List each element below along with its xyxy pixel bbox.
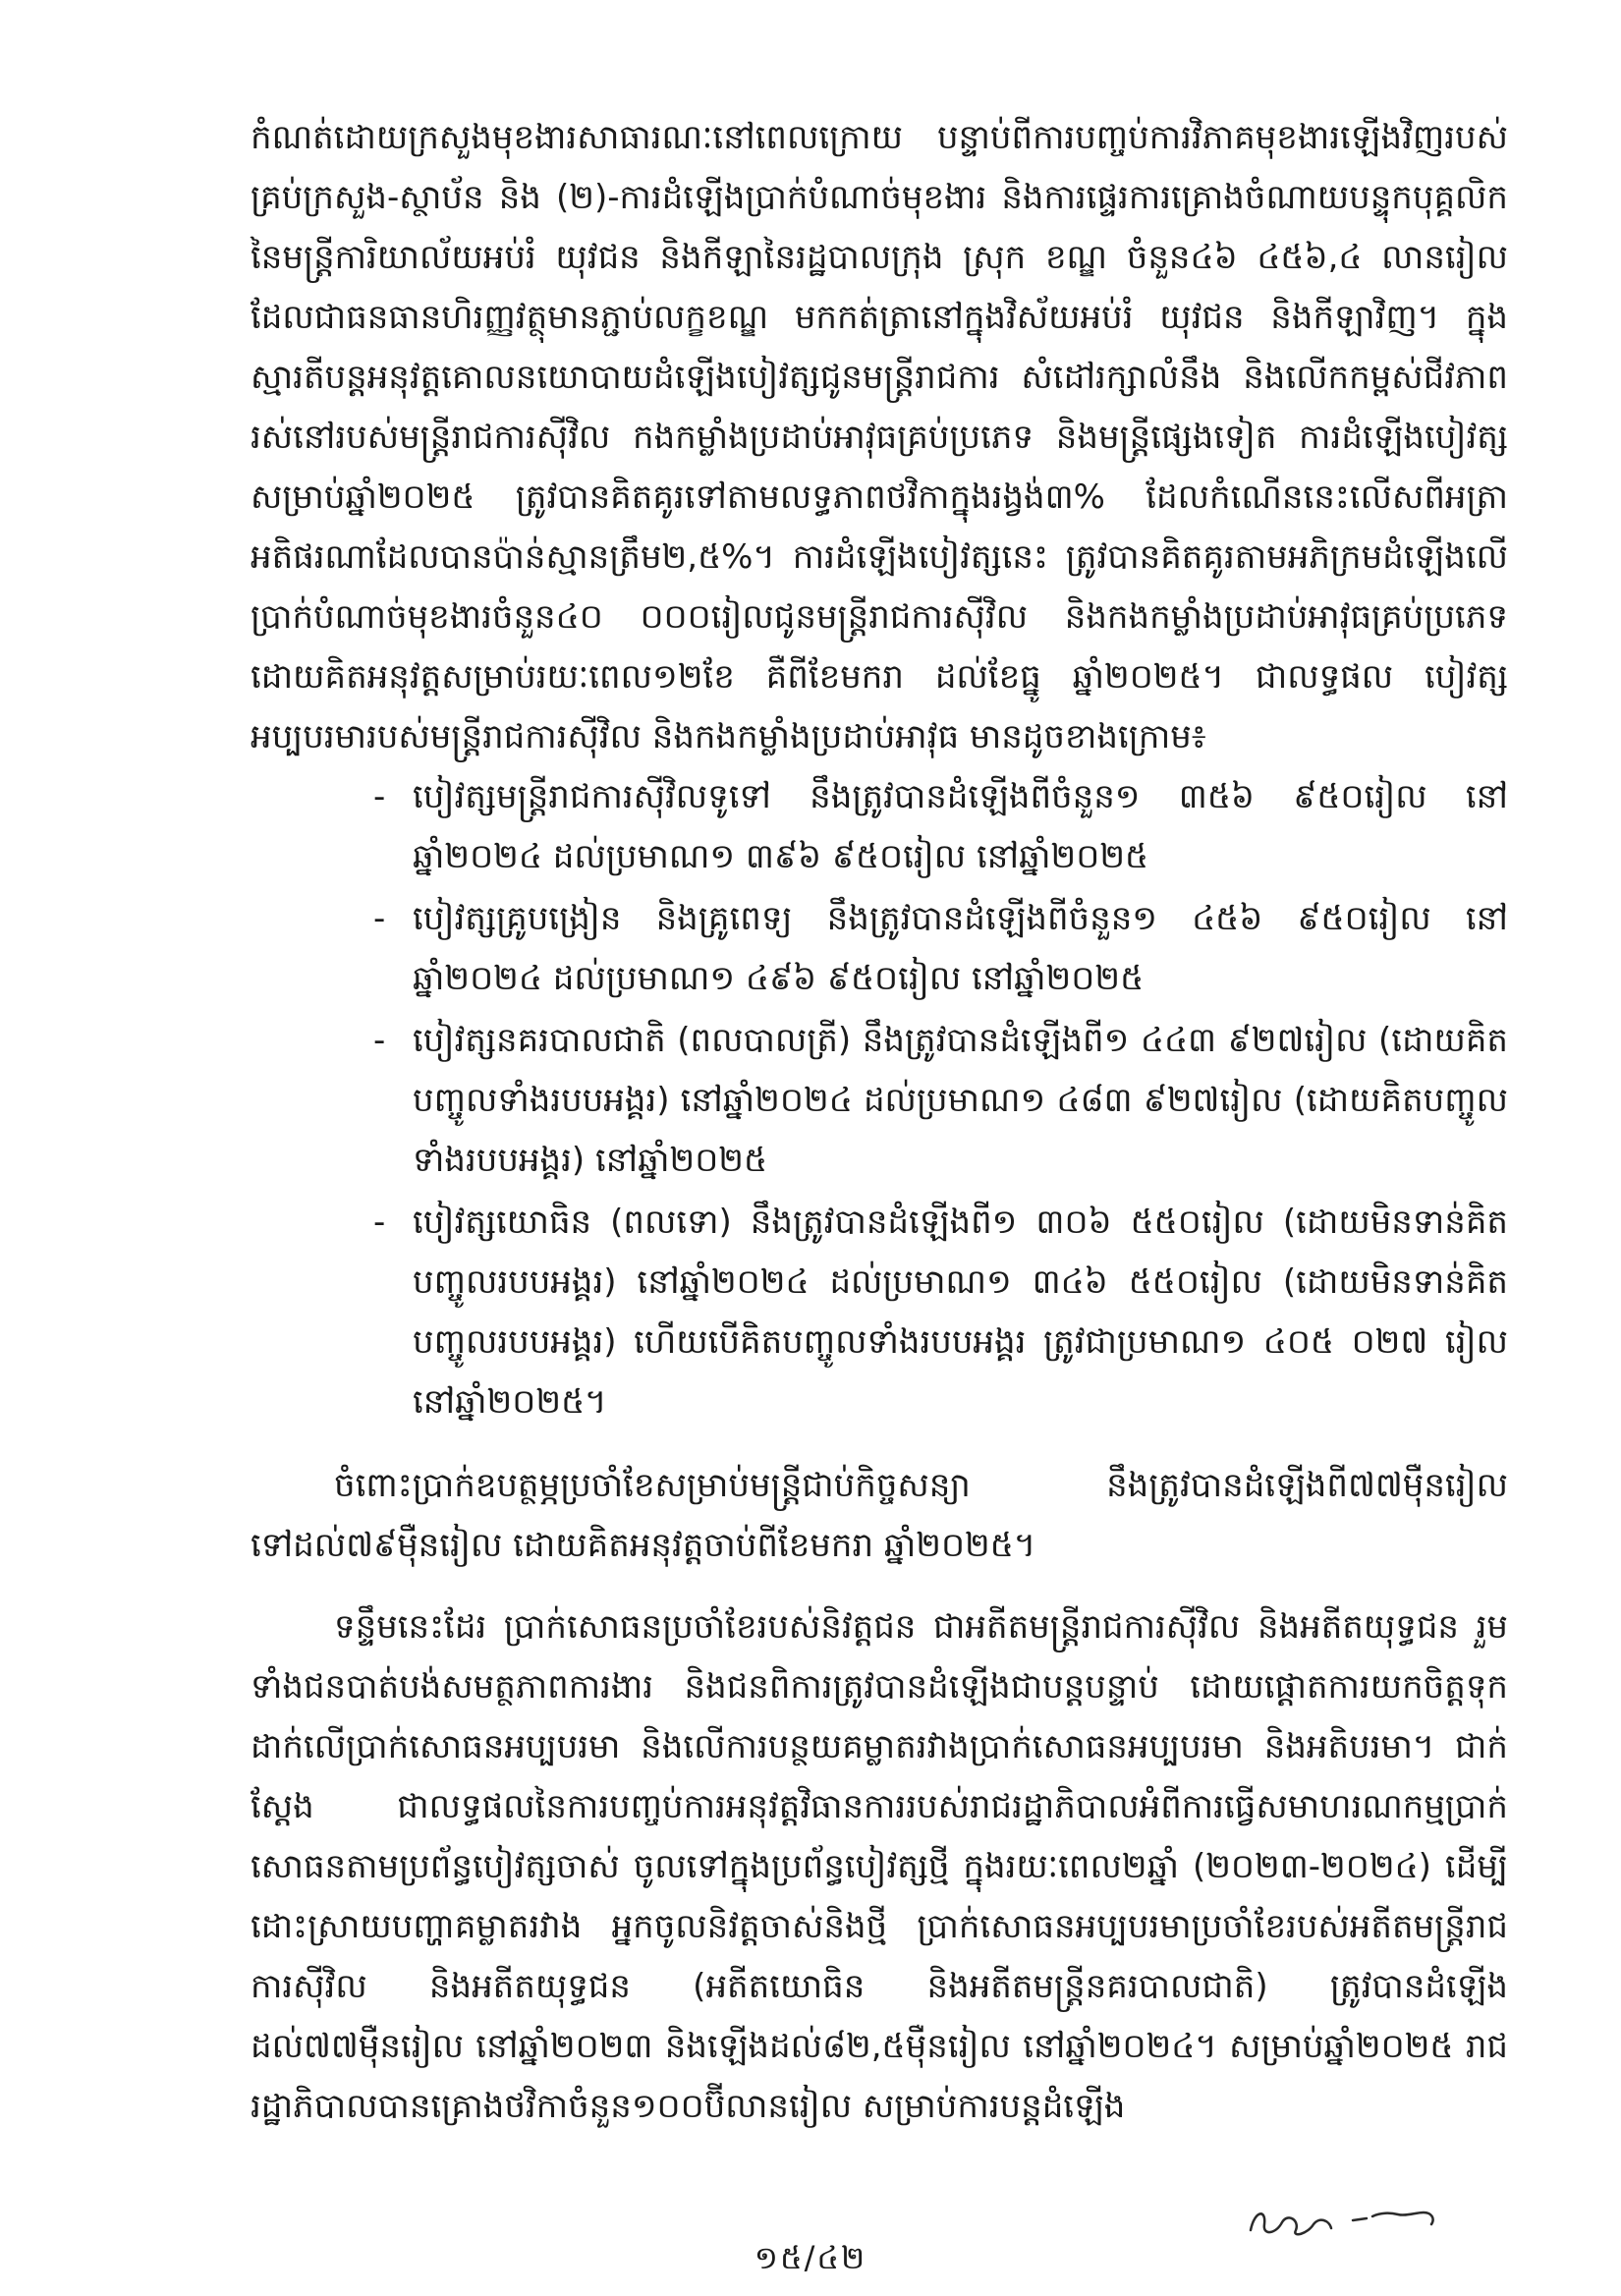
page-number: ១៥/៤២ [754, 2239, 867, 2276]
salary-bullet-list [251, 767, 1508, 1432]
bullet-dash: - [373, 777, 386, 816]
bullet-dash: - [373, 1021, 386, 1060]
spacer [251, 1434, 1508, 1456]
bullet-national-police [373, 1011, 1508, 1191]
bullet-text: បៀវត្សនគរបាលជាតិ (ពលបាលត្រី) នឹងត្រូវបានដំឡើងពី១ ៤៤៣ ៩២៧រៀល (ដោយគិតបញ្ចូលទាំងរបបអង្គរ) នៅឆ្នាំ២០២៤ ដល់ប្រមាណ១ ៤៨៣ ៩២៧រៀល (ដោយគិតបញ្ចូលទាំងរបបអង្គរ) នៅឆ្នាំ២០២៥ [413, 1021, 1508, 1180]
bullet-civil-servant [373, 767, 1508, 887]
bullet-text: បៀវត្សយោធិន (ពលទោ) នឹងត្រូវបានដំឡើងពី១ ៣០៦ ៥៥០រៀល (ដោយមិនទាន់គិតបញ្ចូលរបបអង្គរ) នៅឆ្នាំ២០២៤ ដល់ប្រមាណ១ ៣៤៦ ៥៥០រៀល (ដោយមិនទាន់គិតបញ្ចូលរបបអង្គរ) ហើយបើគិតបញ្ចូលទាំងរបបអង្គរ ត្រូវជាប្រមាណ១ ៤០៥ ០២៧ រៀល នៅឆ្នាំ២០២៥។ [413, 1203, 1508, 1422]
bullet-dash: - [373, 1203, 386, 1242]
bullet-military [373, 1193, 1508, 1432]
paragraph-3: ទន្ទឹមនេះដែរ ប្រាក់សោធនប្រចាំខែរបស់និវត្តជន ជាអតីតមន្ត្រីរាជការស៊ីវិល និងអតីតយុទ្ធជន រួមទាំងជនបាត់បង់សមត្ថភាពការងារ និងជនពិការត្រូវបានដំឡើងជាបន្តបន្ទាប់ ដោយផ្ដោតការយកចិត្តទុកដាក់លើប្រាក់សោធនអប្បបរមា និងលើការបន្ថយគម្លាតរវាងប្រាក់សោធនអប្បបរមា និងអតិបរមា។ ជាក់ស្ដែង ជាលទ្ធផលនៃការបញ្ចប់ការអនុវត្តវិធានការរបស់រាជរដ្ឋាភិបាលអំពីការធ្វើសមាហរណកម្មប្រាក់សោធនតាមប្រព័ន្ធបៀវត្សចាស់ ចូលទៅក្នុងប្រព័ន្ធបៀវត្សថ្មី ក្នុងរយៈពេល២ឆ្នាំ (២០២៣-២០២៤) ដើម្បីដោះស្រាយបញ្ហាគម្លាតរវាង អ្នកចូលនិវត្តចាស់និងថ្មី ប្រាក់សោធនអប្បបរមាប្រចាំខែរបស់អតីតមន្ត្រីរាជការស៊ីវិល និងអតីតយុទ្ធជន (អតីតយោធិន និងអតីតមន្ត្រីនគរបាលជាតិ) ត្រូវបានដំឡើងដល់៧៧ម៉ឺនរៀល នៅឆ្នាំ២០២៣ និងឡើងដល់៨២,៥ម៉ឺនរៀល នៅឆ្នាំ២០២៤។ សម្រាប់ឆ្នាំ២០២៥ រាជរដ្ឋាភិបាលបានគ្រោងថវិកាចំនួន១០០ប៊ីលានរៀល សម្រាប់ការបន្តដំឡើង [251, 1607, 1508, 2126]
bullet-teacher-doctor [373, 889, 1508, 1009]
bullet-text: បៀវត្សគ្រូបង្រៀន និងគ្រូពេទ្យ នឹងត្រូវបានដំឡើងពីចំនួន១ ៤៥៦ ៩៥០រៀល នៅឆ្នាំ២០២៤ ដល់ប្រមាណ១ ៤៩៦ ៩៥០រៀល នៅឆ្នាំ២០២៥ [413, 899, 1508, 998]
document-body [251, 108, 1508, 2137]
bullet-text: បៀវត្សមន្ត្រីរាជការស៊ីវិលទូទៅ នឹងត្រូវបានដំឡើងពីចំនួន១ ៣៥៦ ៩៥០រៀល នៅឆ្នាំ២០២៤ ដល់ប្រមាណ១ ៣៩៦ ៩៥០រៀល នៅឆ្នាំ២០២៥ [413, 777, 1508, 876]
paragraph-2: ចំពោះប្រាក់ឧបត្ថម្ភប្រចាំខែសម្រាប់មន្ត្រីជាប់កិច្ចសន្យា នឹងត្រូវបានដំឡើងពី៧៧ម៉ឺនរៀល ទៅដល់៧៩ម៉ឺនរៀល ដោយគិតអនុវត្តចាប់ពីខែមករា ឆ្នាំ២០២៥។ [251, 1466, 1508, 1565]
spacer [251, 1576, 1508, 1597]
paragraph-1: កំណត់ដោយក្រសួងមុខងារសាធារណៈនៅពេលក្រោយ បន្ទាប់ពីការបញ្ចប់ការវិភាគមុខងារឡើងវិញរបស់គ្រប់ក្រសួង-ស្ថាប័ន និង (២)-ការដំឡើងប្រាក់បំណាច់មុខងារ និងការផ្ទេរការគ្រោងចំណាយបន្ទុកបុគ្គលិកនៃមន្ត្រីការិយាល័យអប់រំ យុវជន និងកីឡានៃរដ្ឋបាលក្រុង ស្រុក ខណ្ឌ ចំនួន៤៦ ៤៥៦,៤ លានរៀល ដែលជាធនធានហិរញ្ញវត្ថុមានភ្ជាប់លក្ខខណ្ឌ មកកត់ត្រានៅក្នុងវិស័យអប់រំ យុវជន និងកីឡាវិញ។ ក្នុងស្មារតីបន្តអនុវត្តគោលនយោបាយដំឡើងបៀវត្សជូនមន្ត្រីរាជការ សំដៅរក្សាលំនឹង និងលើកកម្ពស់ជីវភាពរស់នៅរបស់មន្ត្រីរាជការស៊ីវិល កងកម្លាំងប្រដាប់អាវុធគ្រប់ប្រភេទ និងមន្ត្រីផ្សេងទៀត ការដំឡើងបៀវត្សសម្រាប់ឆ្នាំ២០២៥ ត្រូវបានគិតគូរទៅតាមលទ្ធភាពថវិកាក្នុងរង្វង់៣% ដែលកំណើននេះលើសពីអត្រាអតិផរណាដែលបានប៉ាន់ស្មានត្រឹម២,៥%។ ការដំឡើងបៀវត្សនេះ ត្រូវបានគិតគូរតាមអភិក្រមដំឡើងលើប្រាក់បំណាច់មុខងារចំនួន៤០ ០០០រៀលជូនមន្ត្រីរាជការស៊ីវិល និងកងកម្លាំងប្រដាប់អាវុធគ្រប់ប្រភេទ ដោយគិតអនុវត្តសម្រាប់រយៈពេល១២ខែ គឺពីខែមករា ដល់ខែធ្នូ ឆ្នាំ២០២៥។ ជាលទ្ធផល បៀវត្សអប្បបរមារបស់មន្ត្រីរាជការស៊ីវិល និងកងកម្លាំងប្រដាប់អាវុធ មានដូចខាងក្រោម៖ [251, 118, 1508, 756]
bullet-dash: - [373, 899, 386, 938]
